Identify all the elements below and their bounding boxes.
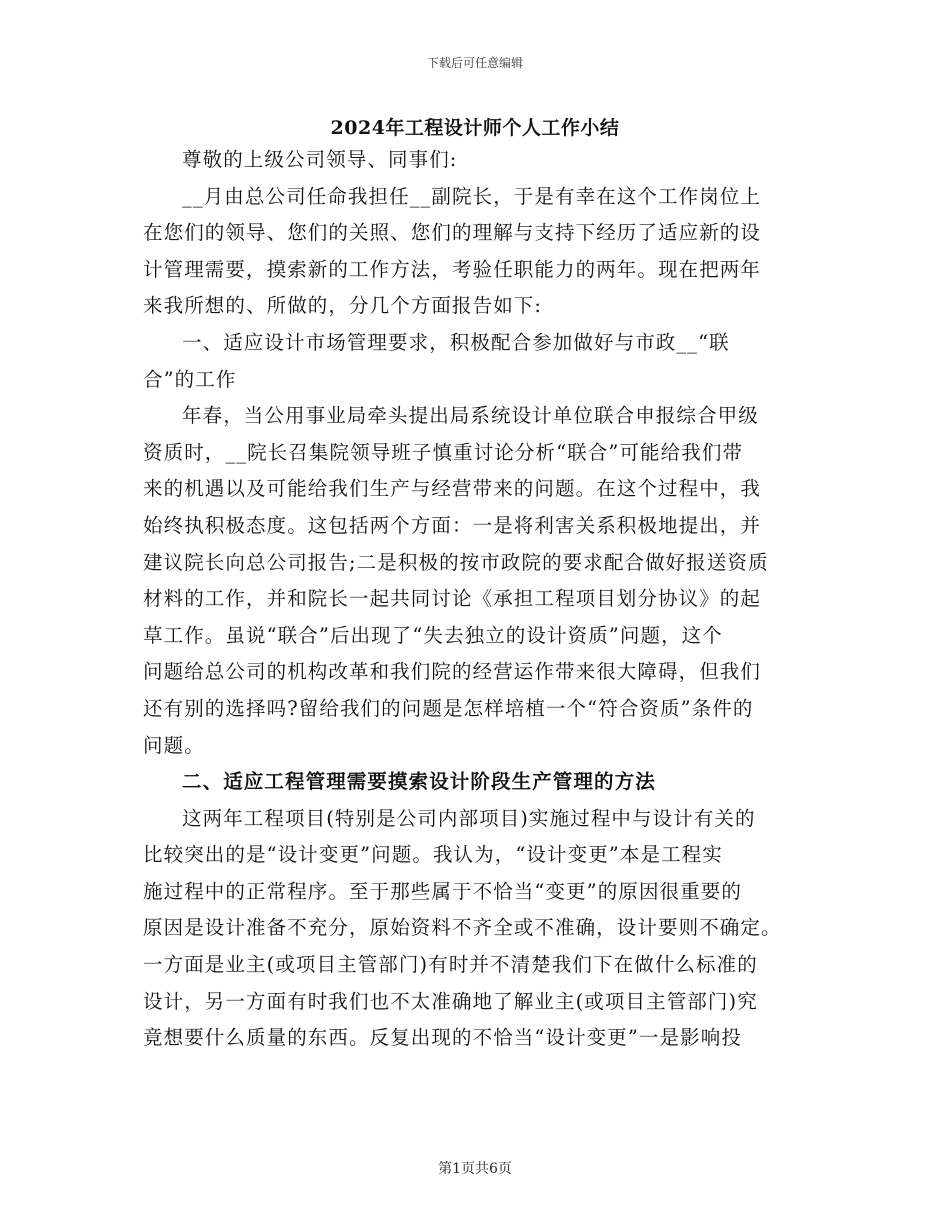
body-text-line: 计管理需要，摸索新的工作方法，考验任职能力的两年。现在把两年 [143, 257, 762, 281]
body-text-line: 问题给总公司的机构改革和我们院的经营运作带来很大障碍，但我们 [143, 660, 762, 684]
body-text-line: 原因是设计准备不充分，原始资料不齐全或不准确，设计要则不确定。 [143, 916, 782, 940]
body-text-line: 比较突出的是“设计变更”问题。我认为，“设计变更”本是工程实 [143, 843, 723, 867]
body-text-line: 合”的工作 [143, 367, 237, 391]
body-text-line: 设计，另一方面有时我们也不太准确地了解业主(或项目主管部门)究 [143, 989, 758, 1013]
page-header-note: 下载后可任意编辑 [426, 56, 523, 70]
body-text-line: 尊敬的上级公司领导、同事们: [182, 148, 458, 171]
document-body [143, 142, 808, 1057]
body-text-line: 一方面是业主(或项目主管部门)有时并不清楚我们下在做什么标准的 [143, 953, 758, 977]
body-text-line: 来的机遇以及可能给我们生产与经营带来的问题。在这个过程中，我 [143, 477, 762, 501]
body-text-line: 还有别的选择吗?留给我们的问题是怎样培植一个“符合资质”条件的 [143, 696, 754, 720]
body-text-line: 问题。 [143, 733, 205, 757]
body-text-line: 草工作。虽说“联合”后出现了“失去独立的设计资质”问题，这个 [143, 623, 723, 647]
body-text-line: 一、适应设计市场管理要求，积极配合参加做好与市政__“联 [182, 330, 730, 354]
page-footer-page-number: 第1页共6页 [438, 1161, 512, 1177]
body-text-line: 在您们的领导、您们的关照、您们的理解与支持下经历了适应新的设 [143, 221, 762, 245]
body-text-line: 资质时，__院长召集院领导班子慎重讨论分析“联合”可能给我们带 [143, 440, 744, 464]
document-title: 2024年工程设计师个人工作小结 [330, 117, 620, 139]
body-text-line: 始终执积极态度。这包括两个方面：一是将利害关系积极地提出，并 [143, 513, 762, 537]
section-heading-line: 二、适应工程管理需要摸索设计阶段生产管理的方法 [182, 770, 656, 794]
body-text-line: 这两年工程项目(特别是公司内部项目)实施过程中与设计有关的 [182, 806, 756, 830]
body-text-line: 施过程中的正常程序。至于那些属于不恰当“变更”的原因很重要的 [143, 879, 742, 903]
body-text-line: __月由总公司任命我担任__副院长，于是有幸在这个工作岗位上 [182, 184, 762, 208]
body-text-line: 材料的工作，并和院长一起共同讨论《承担工程项目划分协议》的起 [143, 587, 762, 611]
body-text-line: 年春，当公用事业局牵头提出局系统设计单位联合申报综合甲级 [182, 404, 759, 428]
body-text-line: 竟想要什么质量的东西。反复出现的不恰当“设计变更”一是影响投 [143, 1026, 742, 1050]
body-text-line: 来我所想的、所做的，分几个方面报告如下: [143, 294, 543, 318]
body-text-line: 建议院长向总公司报告;二是积极的按市政院的要求配合做好报送资质 [143, 550, 769, 574]
